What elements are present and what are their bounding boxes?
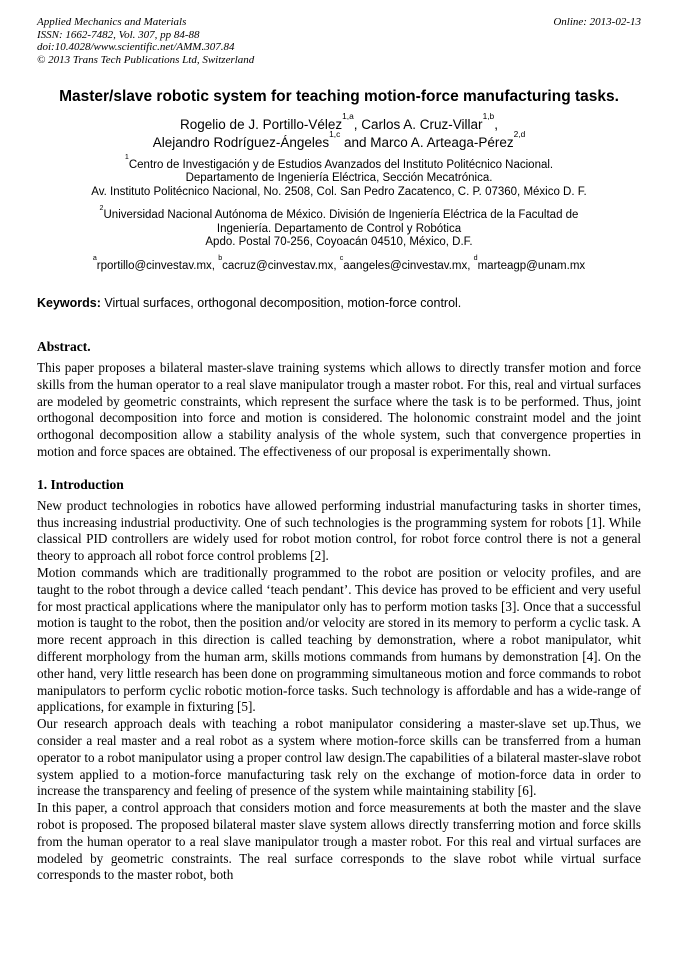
email-address: marteagp@unam.mx xyxy=(477,259,586,272)
email-separator: , xyxy=(467,259,474,272)
copyright-line: © 2013 Trans Tech Publications Ltd, Switzerland xyxy=(37,53,255,66)
email-address: cacruz@cinvestav.mx xyxy=(222,259,334,272)
doi-line: doi:10.4028/www.scientific.net/AMM.307.84 xyxy=(37,41,235,53)
author-line-2 xyxy=(37,129,641,152)
paper-title: Master/slave robotic system for teaching motion-force manufacturing tasks. xyxy=(59,88,619,105)
introduction-paragraph: New product technologies in robotics have allowed performing industrial manufacturing tasks in shorter times, thus increasing industrial productivity. One of such technologies is the programming system for robots [1]. While classical PID controllers are widely used for robot motion control, for robot force control there is not a general theory to approach all robot force control problems [2]. xyxy=(37,497,641,564)
affiliation-1-line-3: Av. Instituto Politécnico Nacional, No. 2508, Col. San Pedro Zacatenco, C. P. 07360, México D. F. xyxy=(91,185,587,198)
author-superscript: 1,c xyxy=(329,129,341,140)
author-superscript: 2,d xyxy=(513,129,526,140)
introduction-section xyxy=(37,476,641,884)
authors-block xyxy=(37,111,641,152)
introduction-heading: 1. Introduction xyxy=(37,476,124,492)
author-name: Marco A. Arteaga-Pérez xyxy=(370,134,514,150)
abstract-body: This paper proposes a bilateral master-slave training systems which allows to directly transfer motion and force skills from the human operator to a real slave manipulator trough a master robot. For this, real and virtual surfaces are modeled by geometric constraints, which represent the surface where the task is to be performed. Thus, joint orthogonal decomposition into force and motion is considered. The holonomic constraint model and the joint orthogonal decomposition allow a stability analysis of the whole system, such that convergence properties in motion and force spaces are obtained. The effectiveness of our proposal is experimentally shown. xyxy=(37,360,641,459)
affiliation-superscript: 2 xyxy=(99,203,104,212)
email-address: rportillo@cinvestav.mx xyxy=(96,259,212,272)
affiliation-text: Universidad Nacional Autónoma de México. División de Ingeniería Eléctrica de la Facultad de xyxy=(103,209,579,221)
keywords-line xyxy=(37,296,641,311)
email-address: aangeles@cinvestav.mx xyxy=(343,259,468,272)
author-name: Rogelio de J. Portillo-Vélez xyxy=(180,116,343,132)
abstract-heading: Abstract. xyxy=(37,339,91,354)
author-name: Alejandro Rodríguez-Ángeles xyxy=(152,134,330,150)
email-separator: , xyxy=(211,259,219,272)
email-superscript: b xyxy=(218,254,223,263)
journal-header-left xyxy=(37,16,254,66)
email-superscript: c xyxy=(339,254,344,263)
issn-line: ISSN: 1662-7482, Vol. 307, pp 84-88 xyxy=(37,28,200,41)
online-date: Online: 2013-02-13 xyxy=(553,16,641,28)
journal-header xyxy=(37,16,641,66)
email-line xyxy=(37,254,641,274)
affiliation-superscript: 1 xyxy=(124,153,129,162)
journal-name: Applied Mechanics and Materials xyxy=(37,16,187,28)
affiliation-1-line-1 xyxy=(37,153,641,173)
affiliation-1 xyxy=(37,153,641,200)
email-superscript: d xyxy=(473,254,478,263)
abstract-section xyxy=(37,338,641,461)
author-superscript: 1,b xyxy=(482,111,495,122)
keywords-text: Virtual surfaces, orthogonal decomposition, motion-force control. xyxy=(100,296,462,310)
author-separator: , xyxy=(494,116,498,132)
email-separator: , xyxy=(333,259,340,272)
affiliation-2-line-2: Ingeniería. Departamento de Control y Robótica xyxy=(216,222,462,235)
introduction-paragraph: Motion commands which are traditionally programmed to the robot are position or velocity profiles, and are taught to the robot through a device called ‘teach pendant’. This device has proved to be efficient and very useful for most practical applications where the manipulator only has to perform motion tasks [3]. Once that a successful motion is taught to the robot, then the position and/or velocity are stored in its memory to perform a cyclic task. A more recent approach in this direction is called teaching by demonstration, where a robot manipulator, whit different morphology from the human arm, skills motions commands from humans by demonstration [4]. On the other hand, very little research has been done on programming simultaneous motion and force commands to robot manipulators to perform cyclic robotic motion-force tasks. Such technology is affordable and has a wide-range of applications, for example in fixturing [5]. xyxy=(37,564,641,715)
affiliation-1-line-2: Departamento de Ingeniería Eléctrica, Sección Mecatrónica. xyxy=(185,172,493,184)
affiliation-text: Centro de Investigación y de Estudios Avanzados del Instituto Politécnico Nacional. xyxy=(128,158,554,171)
affiliation-2-line-1 xyxy=(37,203,641,223)
affiliation-2 xyxy=(37,203,641,250)
affiliation-2-line-3: Apdo. Postal 70-256, Coyoacán 04510, México, D.F. xyxy=(205,236,473,248)
email-superscript: a xyxy=(92,254,97,263)
author-separator: and xyxy=(340,134,371,150)
author-name: Carlos A. Cruz-Villar xyxy=(361,116,483,132)
author-superscript: 1,a xyxy=(342,111,354,122)
introduction-paragraph: Our research approach deals with teaching a robot manipulator considering a master-slave set up.Thus, we consider a real master and a real robot as a system where motion-force skills can be transferred from a human operator to a robot manipulator using a proper control law design.The capabilities of a bilateral master-slave robot system applied to a motion-force manufacturing task rely on the exchange of motion-force data in order to increase the transparency and feeling of presence of the system while maintaining stability [6]. xyxy=(37,716,641,799)
author-separator: , xyxy=(353,116,362,132)
introduction-paragraph: In this paper, a control approach that considers motion and force measurements at both the master and the slave robot is proposed. The proposed bilateral master slave system allows directly transferring motion and force skills from the human operator to a real slave manipulator trough a master robot. For this real and virtual surfaces are modeled by geometric constraints. The real surface corresponds to the slave robot while virtual surface corresponds to the master robot, both xyxy=(37,800,641,883)
introduction-body xyxy=(37,498,641,884)
keywords-label: Keywords: xyxy=(37,296,101,310)
